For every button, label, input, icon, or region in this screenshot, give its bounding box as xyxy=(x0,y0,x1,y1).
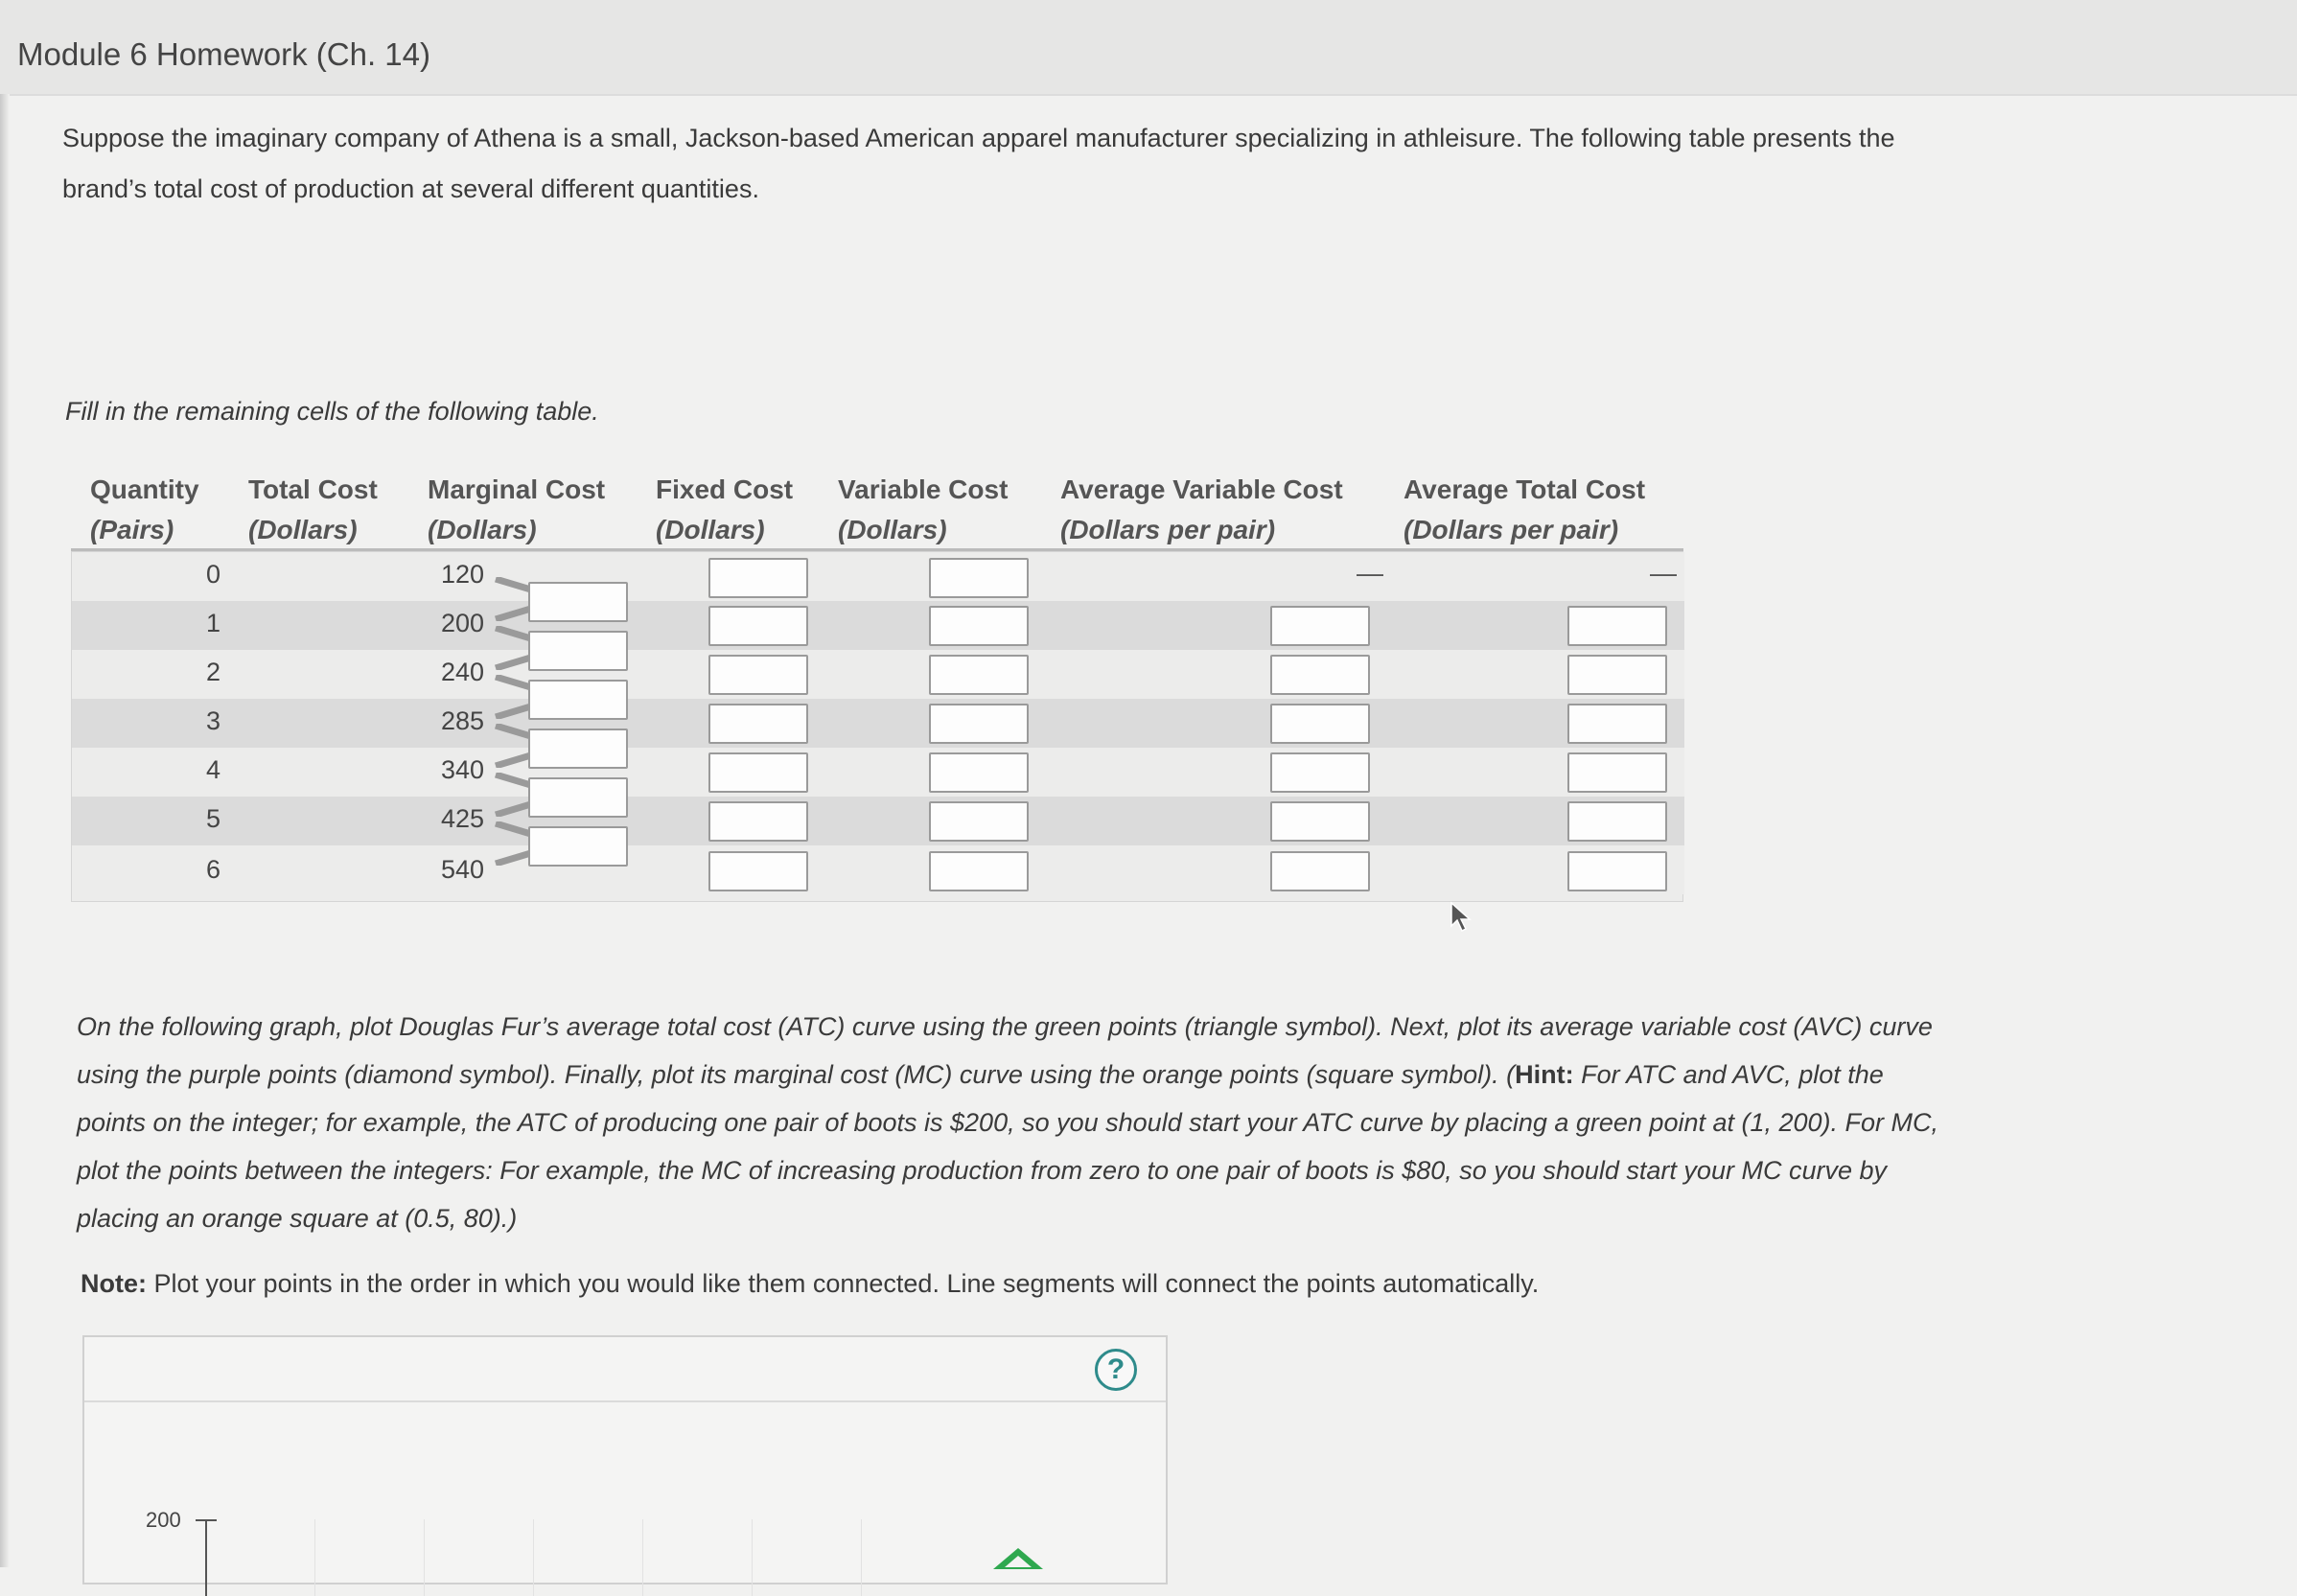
table-row xyxy=(72,797,1684,845)
fixed-cost-input[interactable] xyxy=(708,851,808,891)
variable-cost-input[interactable] xyxy=(929,752,1029,793)
total-cost-cell: 285 xyxy=(440,706,484,735)
grid-line xyxy=(533,1519,534,1596)
atc-input[interactable] xyxy=(1567,801,1667,842)
fixed-cost-input[interactable] xyxy=(708,558,808,598)
fixed-cost-input[interactable] xyxy=(708,606,808,646)
table-body xyxy=(71,551,1683,902)
avc-input[interactable] xyxy=(1270,655,1370,695)
grid-line xyxy=(752,1519,753,1596)
page-edge-shadow xyxy=(0,94,10,1567)
grid-line xyxy=(424,1519,425,1596)
mouse-cursor-icon xyxy=(1450,901,1474,934)
fixed-cost-input[interactable] xyxy=(708,801,808,842)
variable-cost-input[interactable] xyxy=(929,801,1029,842)
total-cost-cell: 120 xyxy=(440,560,484,589)
header-variable-cost: Variable Cost (Dollars) xyxy=(838,474,1009,544)
quantity-cell: 6 xyxy=(206,855,221,884)
variable-cost-input[interactable] xyxy=(929,851,1029,891)
cost-table xyxy=(71,462,1683,903)
variable-cost-input[interactable] xyxy=(929,704,1029,744)
marginal-cost-input[interactable] xyxy=(528,582,628,622)
hint-label: Hint: xyxy=(1515,1060,1574,1089)
quantity-cell: 3 xyxy=(206,706,221,735)
intro-paragraph: Suppose the imaginary company of Athena is a small, Jackson-based American apparel manufacturer specializing in athleisure. The following table presents the brand’s total cost of production at several different quantities. xyxy=(62,124,1895,203)
atc-input[interactable] xyxy=(1567,606,1667,646)
header-total-cost: Total Cost (Dollars) xyxy=(248,474,378,544)
graph-panel[interactable] xyxy=(82,1335,1168,1584)
y-tick-label: 200 xyxy=(146,1508,181,1532)
marginal-cost-input[interactable] xyxy=(528,680,628,720)
graph-instruction: On the following graph, plot Douglas Fur’s average total cost (ATC) curve using the green points (triangle symbol). Next, plot its average variable cost (AVC) curve using the purple points (diamond symbol). Finally, plot its marginal cost (MC) curve using the orange points (square symbol). (Hint: For ATC and AVC, plot the points on the integer; for example, the ATC of producing one pair of boots is $200, so you should start your ATC curve by placing a green point at (1, 200). For MC, plot the points between the integers: For example, the MC of increasing production from zero to one pair of boots is $80, so you should start your MC curve by placing an orange square at (0.5, 80).) xyxy=(77,1012,1939,1233)
quantity-cell: 2 xyxy=(206,658,221,686)
variable-cost-input[interactable] xyxy=(929,655,1029,695)
marginal-cost-input[interactable] xyxy=(528,777,628,818)
table-instruction: Fill in the remaining cells of the following table. xyxy=(65,397,599,426)
avc-input[interactable] xyxy=(1270,704,1370,744)
header-marginal-cost: Marginal Cost (Dollars) xyxy=(428,474,606,544)
avc-input[interactable] xyxy=(1270,851,1370,891)
atc-dash: — xyxy=(1650,558,1677,588)
header-quantity: Quantity (Pairs) xyxy=(90,474,199,544)
table-row xyxy=(72,699,1684,748)
module-title: Module 6 Homework (Ch. 14) xyxy=(17,36,430,72)
marginal-cost-input[interactable] xyxy=(528,729,628,769)
note-text: Note: Plot your points in the order in which you would like them connected. Line segments will connect the points automatically. xyxy=(81,1269,1540,1298)
variable-cost-input[interactable] xyxy=(929,606,1029,646)
header-fixed-cost: Fixed Cost (Dollars) xyxy=(656,474,794,544)
table-row xyxy=(72,552,1684,601)
header-average-variable-cost: Average Variable Cost (Dollars per pair) xyxy=(1060,474,1343,544)
quantity-cell: 0 xyxy=(206,560,221,589)
atc-input[interactable] xyxy=(1567,752,1667,793)
total-cost-cell: 240 xyxy=(440,658,484,686)
table-row xyxy=(72,650,1684,699)
quantity-cell: 5 xyxy=(206,804,221,833)
table-row xyxy=(72,845,1684,894)
fixed-cost-input[interactable] xyxy=(708,704,808,744)
note-label: Note: xyxy=(81,1269,147,1298)
fixed-cost-input[interactable] xyxy=(708,655,808,695)
quantity-cell: 1 xyxy=(206,609,221,637)
y-axis xyxy=(205,1519,207,1596)
marginal-cost-input[interactable] xyxy=(528,826,628,867)
quantity-cell: 4 xyxy=(206,755,221,784)
atc-input[interactable] xyxy=(1567,851,1667,891)
graph-toolbar xyxy=(84,1337,1166,1402)
fixed-cost-input[interactable] xyxy=(708,752,808,793)
total-cost-cell: 425 xyxy=(440,804,484,833)
total-cost-cell: 540 xyxy=(440,855,484,884)
avc-input[interactable] xyxy=(1270,752,1370,793)
marginal-cost-input[interactable] xyxy=(528,631,628,671)
total-cost-cell: 200 xyxy=(440,609,484,637)
atc-input[interactable] xyxy=(1567,704,1667,744)
grid-line xyxy=(861,1519,862,1596)
avc-input[interactable] xyxy=(1270,606,1370,646)
table-row xyxy=(72,748,1684,797)
header-average-total-cost: Average Total Cost (Dollars per pair) xyxy=(1404,474,1646,544)
total-cost-cell: 340 xyxy=(440,755,484,784)
atc-input[interactable] xyxy=(1567,655,1667,695)
grid-line xyxy=(314,1519,315,1596)
avc-dash: — xyxy=(1357,558,1383,588)
grid-line xyxy=(642,1519,643,1596)
variable-cost-input[interactable] xyxy=(929,558,1029,598)
atc-triangle-inner xyxy=(1005,1556,1032,1567)
avc-input[interactable] xyxy=(1270,801,1370,842)
table-row xyxy=(72,601,1684,650)
help-button[interactable]: ? xyxy=(1095,1349,1137,1391)
